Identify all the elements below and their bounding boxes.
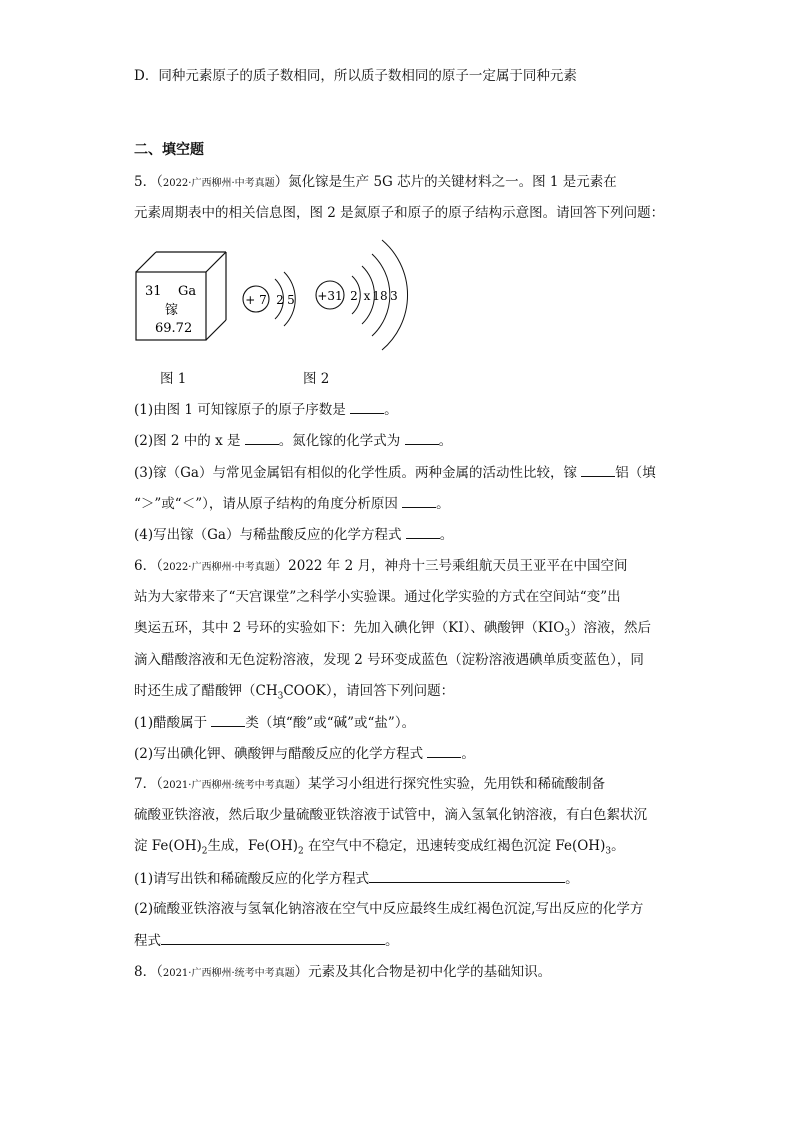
q7-sub2-end: 。 [385,933,399,949]
answer-blank[interactable] [406,524,440,539]
element-cube [136,252,226,340]
section-title: 二、填空题 [134,142,204,158]
q6-sub2-text: (2)写出碘化钾、碘酸钾与醋酸反应的化学方程式 [134,746,424,762]
q7-sub2-text: 程式 [134,933,161,949]
q6-line1 [134,556,627,578]
answer-blank[interactable] [350,399,384,414]
q6-line3-a: 奥运五环，其中 2 号环的实验如下：先加入碘化钾（KI）、碘酸钾（KIO [134,620,565,636]
q8-text: ）元素及其化合物是初中化学的基础知识。 [294,964,552,980]
q6-source: 2022·广西柳州·中考真题 [162,562,275,573]
answer-blank[interactable] [369,868,565,883]
element-name: 镓 [165,303,179,318]
gallium-shell-3: 18 [372,289,388,303]
q5-sub2-text-b: 。氮化镓的化学式为 [278,433,401,449]
q5-source: 2022·广西柳州·中考真题 [162,178,275,189]
q5-sub2-text-a: (2)图 2 中的 x 是 [134,433,241,449]
q7-line3-a: 淀 Fe(OH) [134,838,202,854]
answer-blank[interactable] [427,743,461,758]
q7-sub2-cont [134,930,399,951]
gallium-atom-diagram [316,240,408,350]
answer-blank[interactable] [211,712,245,727]
q5-sub1-text: (1)由图 1 可知镓原子的原子序数是 [134,402,346,418]
nitrogen-nucleus: + 7 [245,293,267,307]
figure1-caption: 图 1 [160,371,187,387]
q7-number: 7．（ [134,776,163,792]
q6-sub2-end: 。 [461,746,475,762]
q7-line3-d: 。 [611,838,625,854]
q6-sub2 [134,743,475,764]
nitrogen-shell-1: 2 [276,293,284,307]
q6-line5-b: COOK），请回答下列问题： [283,683,455,699]
answer-blank[interactable] [402,493,436,508]
q7-source: 2021·广西柳州·统考中考真题 [162,780,295,791]
answer-blank[interactable] [245,430,279,445]
q6-line5-a: 时还生成了醋酸钾（CH [134,683,278,699]
q7-line3-b: 生成，Fe(OH) [207,838,299,854]
gallium-shell-1: 2 [350,289,358,303]
q6-line3 [134,618,651,644]
q5-number: 5．（ [134,174,163,190]
gallium-nucleus: +31 [317,289,343,303]
q6-line3-sub: 3 [564,628,571,639]
q6-text: ）2022 年 2 月，神舟十三号乘组航天员王亚平在中国空间 [274,558,628,574]
q6-line3-b: ）溶液，然后 [570,620,652,636]
gallium-shell-4: 3 [390,289,398,303]
q6-line2: 站为大家带来了“天宫课堂”之科学小实验课。通过化学实验的方式在空间站“变”出 [134,589,621,605]
q7-line3-sub1: 2 [201,846,208,857]
q6-sub1-text-b: 类（填“酸”或“碱”或“盐”）。 [245,715,416,731]
q5-sub3-end: 。 [436,496,450,512]
q5-line2: 元素周期表中的相关信息图，图 2 是氮原子和原子的原子结构示意图。请回答下列问题： [134,205,665,221]
q6-line4: 滴入醋酸溶液和无色淀粉溶液，发现 2 号环变成蓝色（淀粉溶液遇碘单质变蓝色），同 [134,652,644,668]
q7-line3 [134,836,625,862]
q7-sub2: (2)硫酸亚铁溶液与氢氧化钠溶液在空气中反应最终生成红褐色沉淀,写出反应的化学方 [134,901,644,917]
q7-line3-sub2: 2 [298,846,304,857]
answer-blank[interactable] [405,430,439,445]
q7-sub1 [134,868,579,889]
q6-line5 [134,681,454,707]
q7-line3-sub3: 3 [605,846,612,857]
answer-blank[interactable] [161,930,385,945]
q5-text: ）氮化镓是生产 5G 芯片的关键材料之一。图 1 是元素在 [274,174,617,190]
q5-line1 [134,172,617,194]
element-symbol: Ga [178,284,197,299]
q6-sub1 [134,712,415,733]
q5-sub2 [134,430,452,451]
q7-line2: 硫酸亚铁溶液，然后取少量硫酸亚铁溶液于试管中，滴入氢氧化钠溶液，有白色絮状沉 [134,807,647,823]
gallium-shell-x: x [363,289,371,303]
q5-sub3-text-a: (3)镓（Ga）与常见金属铝有相似的化学性质。两种金属的活动性比较，镓 [134,465,577,481]
answer-blank[interactable] [581,462,615,477]
q7-line1 [134,774,605,796]
option-d: D．同种元素原子的质子数相同，所以质子数相同的原子一定属于同种元素 [134,68,577,84]
atomic-mass: 69.72 [155,321,193,336]
q5-sub2-end: 。 [438,433,453,449]
q5-sub4 [134,524,453,545]
atomic-number: 31 [145,284,162,299]
q7-sub1-text: (1)请写出铁和稀硫酸反应的化学方程式 [134,871,370,887]
q8-number: 8．（ [134,964,163,980]
nitrogen-atom-diagram [243,272,295,326]
q6-line5-sub: 3 [277,691,284,702]
q5-sub4-end: 。 [439,527,454,543]
q8-line1 [134,962,551,984]
q5-sub1-end: 。 [384,402,398,418]
q6-sub1-text-a: (1)醋酸属于 [134,715,208,731]
q7-text: ）某学习小组进行探究性实验，先用铁和稀硫酸制备 [294,776,606,792]
figure2-caption: 图 2 [303,371,330,387]
q7-line3-c: 在空气中不稳定，迅速转变成红褐色沉淀 Fe(OH) [303,838,606,854]
q5-sub3-text-b: 铝（填 [615,465,656,481]
q5-sub1 [134,399,398,420]
q5-sub4-text: (4)写出镓（Ga）与稀盐酸反应的化学方程式 [134,527,402,543]
element-and-atom-diagram [134,228,454,358]
q6-number: 6．（ [134,558,163,574]
q5-sub3 [134,462,656,483]
q8-source: 2021·广西柳州·统考中考真题 [162,968,295,979]
nitrogen-shell-2: 5 [287,293,295,307]
q7-sub1-end: 。 [565,871,579,887]
q5-sub3-text-c: “＞”或“＜”），请从原子结构的角度分析原因 [134,496,398,512]
q5-sub3-cont [134,493,450,514]
q5-figure [134,228,454,362]
